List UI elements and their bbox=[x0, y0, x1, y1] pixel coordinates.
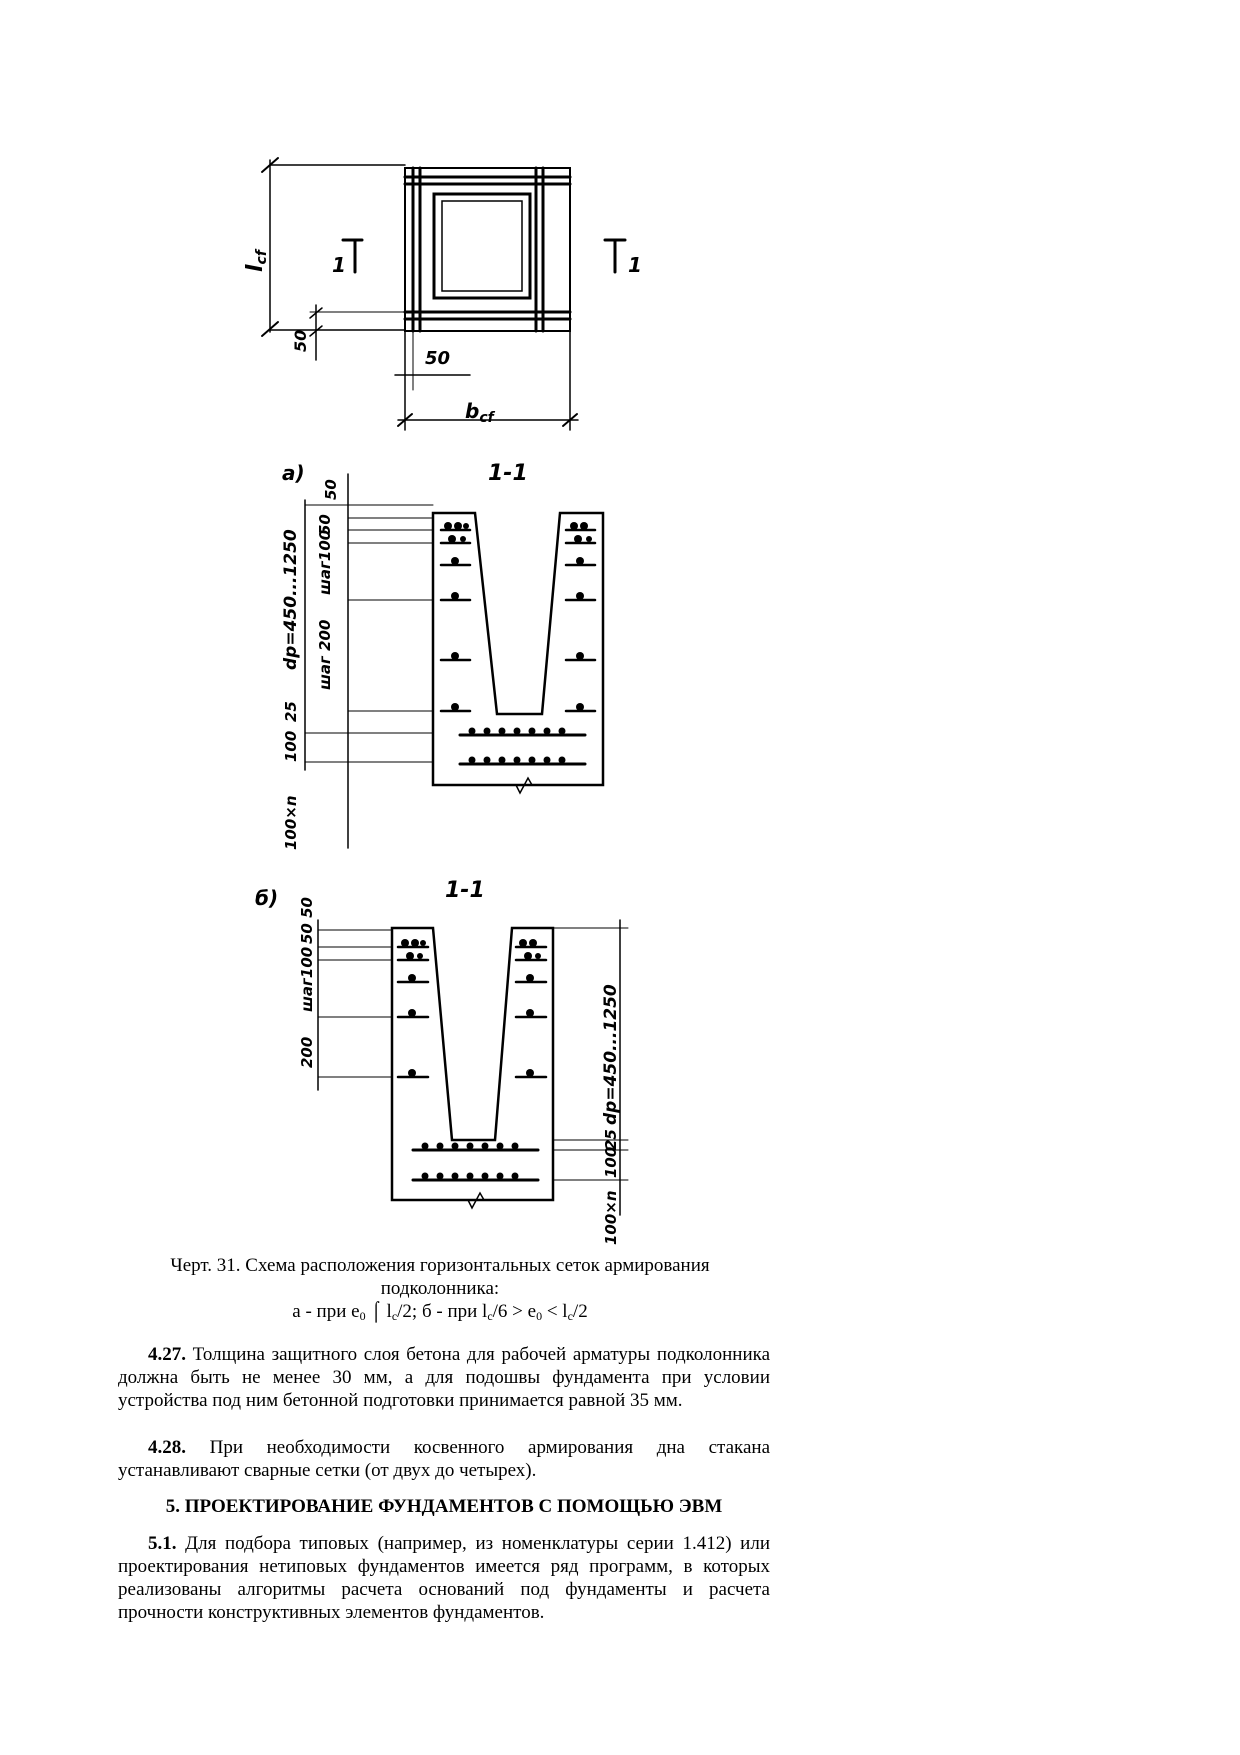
figure-caption bbox=[100, 1254, 780, 1328]
paragraph-4-28 bbox=[118, 1436, 770, 1482]
plan-view bbox=[262, 158, 625, 430]
view-a-dim-100: 100 bbox=[282, 730, 300, 762]
view-a-dim-step200: шаг 200 bbox=[316, 619, 334, 690]
view-a-letter: а) bbox=[282, 461, 305, 485]
view-a-section-title: 1-1 bbox=[488, 461, 528, 486]
section-b bbox=[318, 920, 628, 1215]
view-a-dim-top: 50 bbox=[322, 479, 340, 500]
view-a-dim-depth: dp=450...1250 bbox=[281, 529, 301, 670]
dim-50-offset: 50 bbox=[425, 348, 451, 369]
dim-50-small: 50 bbox=[291, 329, 310, 352]
view-a-dim-25: 25 bbox=[282, 701, 300, 722]
caption-line-2: подколонника: bbox=[380, 1278, 500, 1299]
view-a-dim-50: 50 bbox=[316, 514, 334, 535]
paragraph-number: 4.27. bbox=[148, 1344, 186, 1365]
paragraph-text: Толщина защитного слоя бетона для рабочей арматуры подколонника должна быть не менее 30 мм, а для подошвы фундамента при условии устройства под ним бетонной подготовки принимается равной 35 мм. bbox=[118, 1344, 770, 1411]
view-b-dim-top: 50 50 bbox=[298, 897, 316, 944]
view-b-dim-step200: 200 bbox=[298, 1036, 316, 1068]
view-b-section-title: 1-1 bbox=[445, 878, 485, 903]
view-b-letter: б) bbox=[255, 886, 279, 910]
paragraph-text: При необходимости косвенного армирования дна стакана устанавливают сварные сетки (от двух до четырех). bbox=[118, 1437, 770, 1481]
dim-lcf-label: lcf bbox=[243, 250, 270, 272]
view-b-dim-100n: 100×n bbox=[602, 1190, 620, 1245]
dim-bcf-label: $b_{cf}$ bbox=[465, 399, 494, 426]
paragraph-text: Для подбора типовых (например, из номенклатуры серии 1.412) или проектирования нетиповых фундаментов имеется ряд программ, в которых реализованы алгоритмы расчета оснований под фундаменты и расчета прочности конструктивных элементов фундаментов. bbox=[118, 1533, 770, 1623]
paragraph-number: 5.1. bbox=[148, 1533, 177, 1554]
section-mark-left: 1 bbox=[332, 253, 346, 277]
view-a-dim-step100: шаг100 bbox=[316, 529, 334, 595]
paragraph-number: 4.28. bbox=[148, 1437, 186, 1458]
section-heading: 5. ПРОЕКТИРОВАНИЕ ФУНДАМЕНТОВ С ПОМОЩЬЮ ЭВМ bbox=[165, 1496, 723, 1517]
section-a bbox=[305, 474, 603, 848]
view-b-dim-step100: шаг100 bbox=[298, 946, 316, 1012]
view-a-dim-100n: 100×n bbox=[282, 795, 300, 850]
paragraph-4-27 bbox=[118, 1343, 770, 1412]
view-b-dim-100: 100 bbox=[602, 1146, 620, 1178]
caption-line-1: Черт. 31. Схема расположения горизонтальных сеток армирования bbox=[170, 1255, 710, 1276]
caption-line-3: а - при $e_0$ ⌠ $l_c/2$; б - при $l_c/6 > e_0 < l_c/2$ bbox=[292, 1301, 588, 1323]
section-mark-right: 1 bbox=[628, 253, 642, 277]
view-b-dim-25: 25 bbox=[602, 1129, 620, 1150]
view-b-dim-depth: dp=450...1250 bbox=[601, 984, 621, 1125]
paragraph-5-1 bbox=[118, 1532, 770, 1624]
